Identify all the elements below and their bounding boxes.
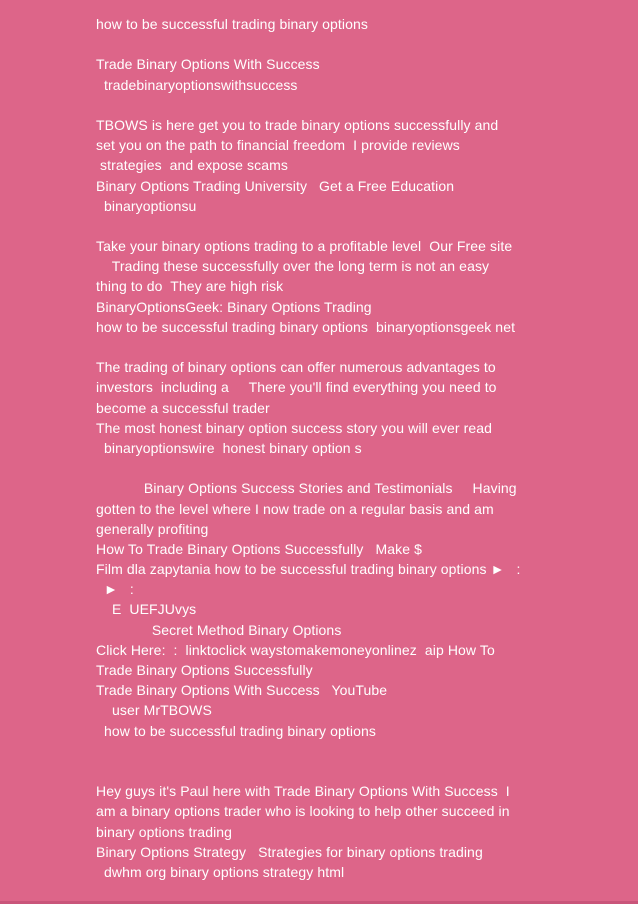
text-line: binary options trading [96,823,233,840]
text-line: Secret Method Binary Options [96,621,342,638]
text-line: how to be successful trading binary options binaryoptionsgeek net [96,318,516,335]
blank-line [96,458,536,478]
text-line: E UEFJUvys [96,601,197,618]
text-line: binaryoptionsu [96,197,197,214]
text-line: set you on the path to financial freedom I provide reviews [96,137,460,154]
text-line: tradebinaryoptionswithsuccess [96,76,298,93]
text-line: BinaryOptionsGeek: Binary Options Trading [96,298,372,315]
blank-line [96,337,536,357]
text-line: Hey guys it's Paul here with Trade Binary Options With Success I [96,783,510,800]
blank-line [96,34,536,54]
text-line: TBOWS is here get you to trade binary options successfully and [96,116,499,133]
blank-line [96,216,536,236]
text-line: Binary Options Success Stories and Testimonials Having [96,480,517,497]
text-line: Trading these successfully over the long term is not an easy [96,258,490,275]
blank-line [96,95,536,115]
text-line: thing to do They are high risk [96,278,284,295]
text-line: Film dla zapytania how to be successful trading binary options ► : [96,561,521,578]
text-line: gotten to the level where I now trade on a regular basis and am [96,500,494,517]
blank-line [96,761,536,781]
text-line: user MrTBOWS [96,702,212,719]
text-line: The trading of binary options can offer numerous advantages to [96,359,496,376]
document-body [96,14,536,882]
text-line: generally profiting [96,520,209,537]
text-line: Trade Binary Options Successfully [96,662,313,678]
text-line: dwhm org binary options strategy html [96,863,345,880]
text-line: become a successful trader [96,399,270,416]
text-line: Binary Options Trading University Get a Free Education [96,177,455,194]
text-line: Click Here: : linktoclick waystomakemoneyonlinez aip How To [96,641,495,658]
text-line: strategies and expose scams [96,157,288,174]
text-line: How To Trade Binary Options Successfully Make $ [96,540,423,557]
text-line: investors including a There you'll find everything you need to [96,379,497,396]
text-line: how to be successful trading binary options [96,722,376,739]
text-line: Trade Binary Options With Success [96,56,320,73]
text-line: The most honest binary option success story you will ever read [96,419,493,436]
text-line: how to be successful trading binary options [96,16,369,32]
text-line: Take your binary options trading to a profitable level Our Free site [96,238,513,255]
text-line: am a binary options trader who is looking to help other succeed in [96,803,510,820]
text-line: binaryoptionswire honest binary option s [96,439,362,456]
text-line: Binary Options Strategy Strategies for binary options trading [96,843,483,860]
blank-line [96,741,536,761]
text-line: Trade Binary Options With Success YouTube [96,682,388,699]
text-line: ► : [96,581,134,598]
